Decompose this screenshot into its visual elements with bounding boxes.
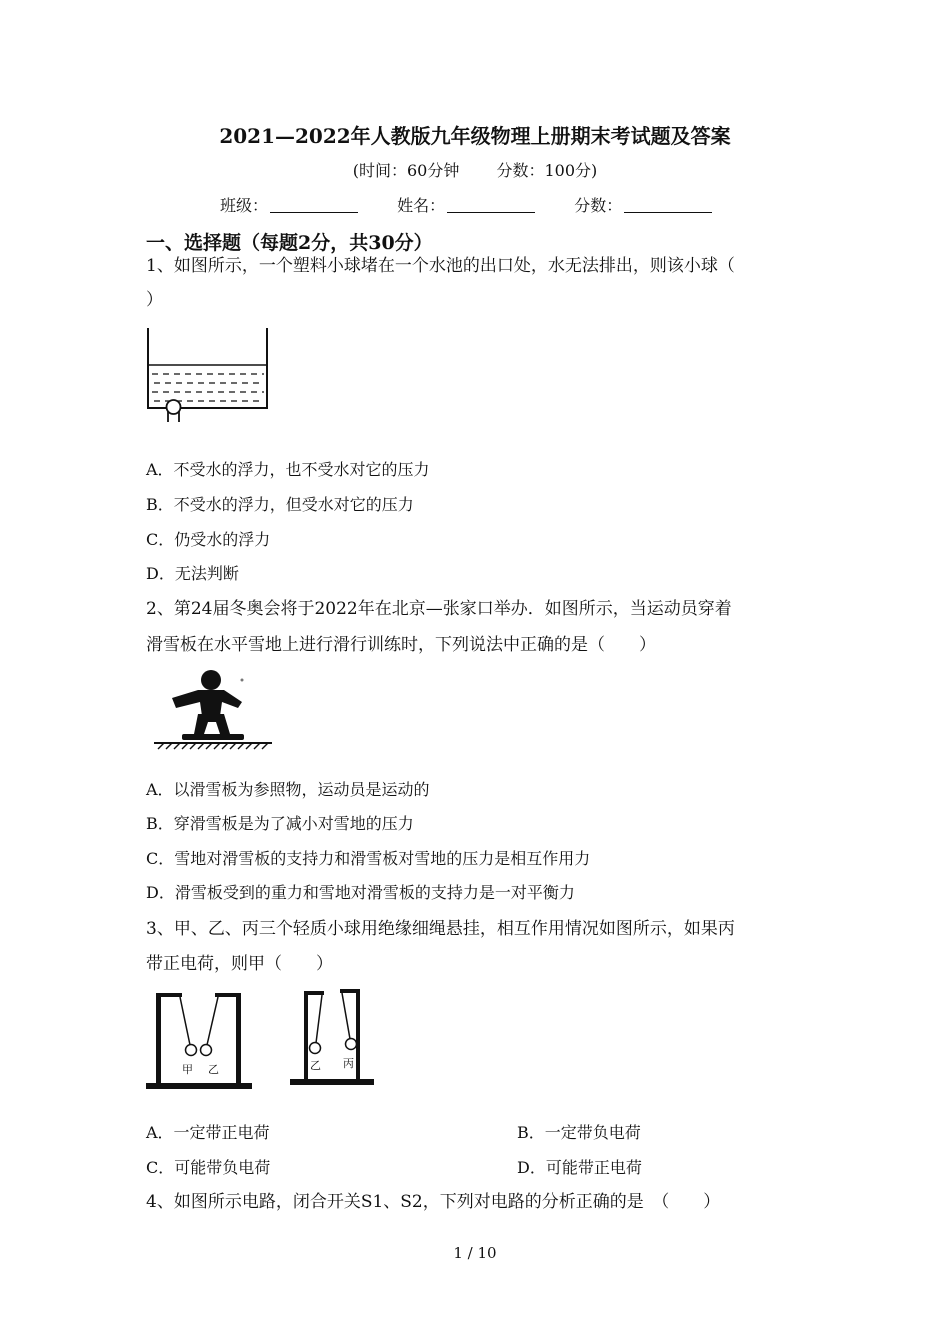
q2-option-d[interactable]: D．滑雪板受到的重力和雪地对滑雪板的支持力是一对平衡力 (146, 883, 575, 902)
name-blank[interactable] (447, 196, 535, 213)
class-blank[interactable] (270, 196, 358, 213)
charged-balls-figure (140, 985, 380, 1095)
q1-option-c[interactable]: C．仍受水的浮力 (146, 530, 271, 549)
q2-option-a[interactable]: A．以滑雪板为参照物，运动员是运动的 (146, 780, 430, 799)
q1-stem-line1: 1、如图所示，一个塑料小球堵在一个水池的出口处，水无法排出，则该小球（ (146, 256, 735, 276)
q1-stem-line2: ） (146, 290, 163, 310)
score-field[interactable] (574, 193, 712, 216)
q2-option-c[interactable]: C．雪地对滑雪板的支持力和滑雪板对雪地的压力是相互作用力 (146, 849, 591, 868)
name-label: 姓名： (397, 196, 446, 215)
pool-ball-figure (140, 325, 275, 425)
q1-option-d[interactable]: D．无法判断 (146, 564, 239, 583)
score-blank[interactable] (624, 196, 712, 213)
q1-option-b[interactable]: B．不受水的浮力，但受水对它的压力 (146, 495, 414, 514)
name-field[interactable] (397, 193, 535, 216)
label-yi-2: 乙 (310, 1059, 321, 1072)
q1-option-a[interactable]: A．不受水的浮力，也不受水对它的压力 (146, 460, 430, 479)
page-title: 2021—2022年人教版九年级物理上册期末考试题及答案 (219, 124, 731, 148)
q2-stem-line1: 2、第24届冬奥会将于2022年在北京—张家口举办．如图所示，当运动员穿着 (146, 599, 732, 619)
exam-total-score: 分数：100分) (496, 161, 598, 180)
label-yi: 乙 (208, 1063, 219, 1076)
section-heading: 一、选择题（每题2分，共30分） (146, 232, 433, 254)
q4-stem-line1: 4、如图所示电路，闭合开关S1、S2，下列对电路的分析正确的是 （ ） (146, 1192, 721, 1212)
q2-option-b[interactable]: B．穿滑雪板是为了减小对雪地的压力 (146, 814, 414, 833)
class-label: 班级： (220, 196, 269, 215)
snowboarder-figure (150, 668, 276, 752)
label-jia: 甲 (182, 1063, 193, 1076)
page-number: 1 / 10 (453, 1244, 497, 1262)
q3-option-b[interactable]: B．一定带负电荷 (517, 1123, 641, 1142)
q3-option-a[interactable]: A．一定带正电荷 (146, 1123, 270, 1142)
label-bing: 丙 (343, 1057, 354, 1070)
class-field[interactable] (220, 193, 358, 216)
exam-meta (0, 158, 950, 181)
student-info-line (220, 193, 746, 216)
score-label: 分数： (574, 196, 623, 215)
exam-time: (时间：60分钟 (352, 161, 460, 180)
q3-option-d[interactable]: D．可能带正电荷 (517, 1158, 642, 1177)
q3-stem-line1: 3、甲、乙、丙三个轻质小球用绝缘细绳悬挂，相互作用情况如图所示，如果丙 (146, 919, 735, 939)
q2-stem-line2: 滑雪板在水平雪地上进行滑行训练时，下列说法中正确的是（ ） (146, 635, 656, 655)
q3-stem-line2: 带正电荷，则甲（ ） (146, 954, 333, 974)
q3-option-c[interactable]: C．可能带负电荷 (146, 1158, 271, 1177)
